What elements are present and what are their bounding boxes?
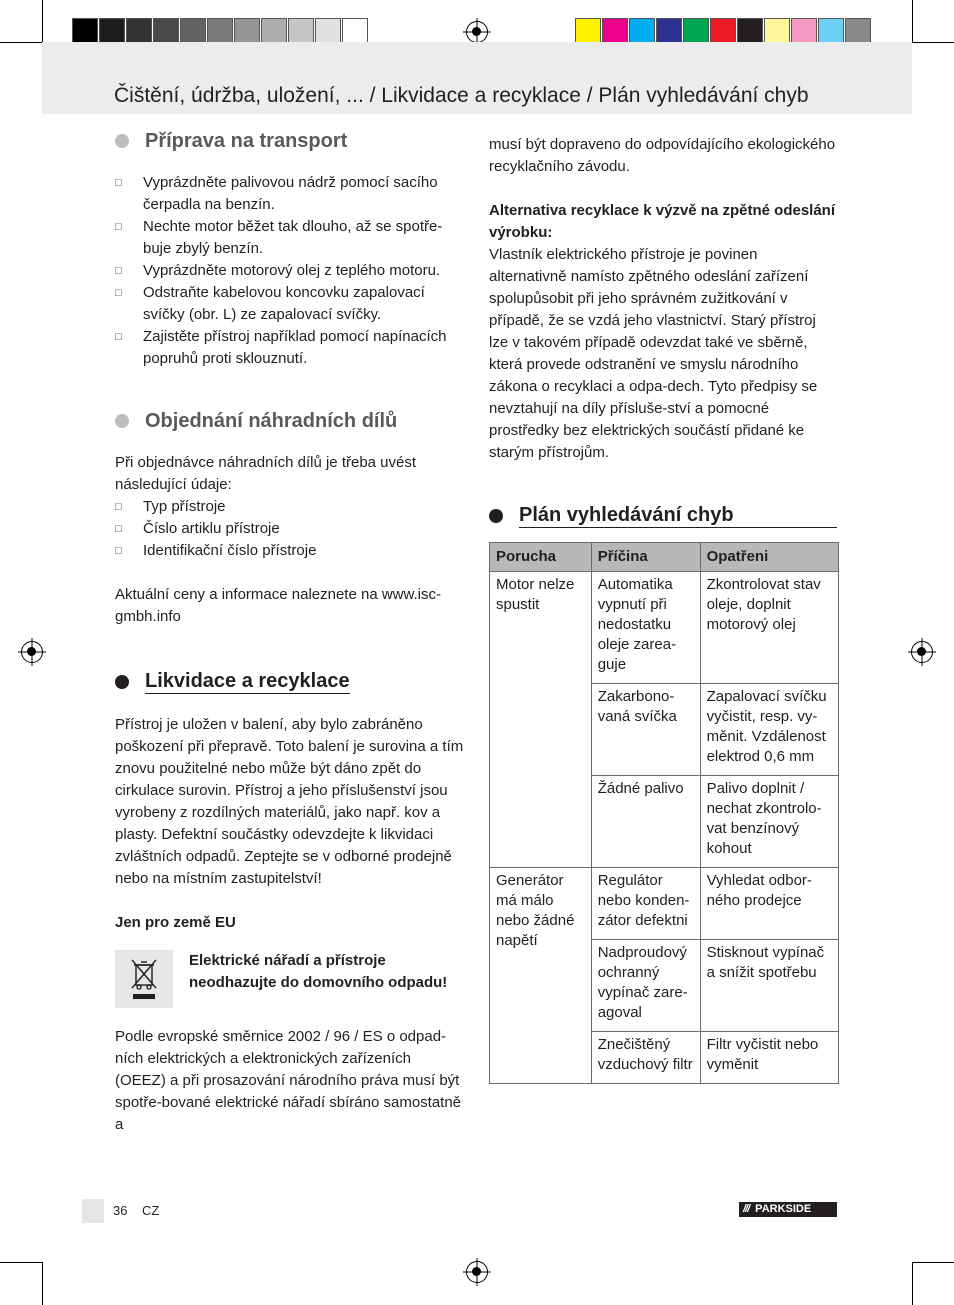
crop-mark	[42, 0, 43, 42]
weee-warning: Elektrické nářadí a přístroje neodhazujte do domovního odpadu!	[189, 952, 448, 991]
table-row	[490, 572, 839, 684]
remedy-cell: Zapalovací svíčku vyčistit, resp. vy-měnit. Vzdálenost elektrod 0,6 mm	[700, 684, 838, 776]
cause-cell: Regulátor nebo konden-zátor defektni	[591, 868, 700, 940]
page-number: 36	[113, 1203, 128, 1218]
section-bullet-icon	[489, 509, 503, 523]
list-item: □ Odstraňte kabelovou koncovku zapalovací svíčky (obr. L) ze zapalovací svíčky.	[115, 282, 465, 326]
crop-mark	[912, 42, 954, 43]
section-bullet-icon	[115, 414, 129, 428]
section-parts-heading	[115, 410, 465, 432]
parts-intro: Při objednávce náhradních dílů je třeba uvést následující údaje:	[115, 454, 417, 493]
problem-cell: Motor nelze spustit	[490, 572, 592, 868]
brand-slashes: ///	[743, 1203, 750, 1215]
section-bullet-icon	[115, 134, 129, 148]
cause-cell: Automatika vypnutí při nedostatku oleje zarea-guje	[591, 572, 700, 684]
language-code: CZ	[142, 1203, 160, 1218]
cause-cell: Žádné palivo	[591, 776, 700, 868]
section-troubleshooting-heading	[489, 504, 839, 528]
column-header: Příčina	[591, 543, 700, 572]
heading-text: Plán vyhledávání chyb	[519, 504, 837, 528]
cause-cell: Zakarbono-vaná svíčka	[591, 684, 700, 776]
section-bullet-icon	[115, 675, 129, 689]
crop-mark	[912, 0, 913, 42]
brand-name: PARKSIDE	[755, 1203, 812, 1215]
registration-mark-icon	[466, 21, 488, 43]
crop-mark	[42, 1262, 43, 1305]
page-title: Čištění, údržba, uložení, ... / Likvidace a recyklace / Plán vyhledávání chyb	[114, 84, 809, 107]
right-column	[489, 134, 839, 1084]
list-item: □ Vyprázdněte palivovou nádrž pomocí sacího čerpadla na benzín.	[115, 172, 465, 216]
parts-list	[115, 496, 465, 562]
cause-cell: Znečištěný vzduchový filtr	[591, 1032, 700, 1084]
list-item: □ Nechte motor běžet tak dlouho, až se spotře-buje zbylý benzín.	[115, 216, 465, 260]
heading-text: Příprava na transport	[145, 130, 348, 152]
remedy-cell: Vyhledat odbor-ného prodejce	[700, 868, 838, 940]
disposal-paragraph: Přístroj je uložen v balení, aby bylo zabráněno poškození při přepravě. Toto balení je surovina a tím znovu použitelné nebo může být dáno zpět do cirkulace surovin. Přístroj a jeho příslušenství jsou vyrobeny z rozdílných materiálů, jako např. kov a plasty. Defektní součástky odevzdejte k likvidaci zvláštních odpadů. Zeptejte se v odborné prodejně nebo na místním zastupitelství!	[115, 716, 464, 887]
section-disposal-heading	[115, 670, 465, 694]
registration-mark-icon	[911, 641, 933, 663]
parts-info: Aktuální ceny a informace naleznete na www.isc-gmbh.info	[115, 586, 441, 625]
column-header: Porucha	[490, 543, 592, 572]
cause-cell: Nadproudový ochranný vypínač zare-agoval	[591, 940, 700, 1032]
list-item: □ Zajistěte přístroj například pomocí napínacích popruhů proti sklouznutí.	[115, 326, 465, 370]
crossed-bin-icon	[115, 950, 173, 1008]
disposal-continuation: musí být dopraveno do odpovídajícího ekologického recyklačního závodu.	[489, 136, 836, 175]
crop-mark	[0, 42, 42, 43]
transport-list	[115, 172, 465, 370]
crop-mark	[912, 1262, 913, 1305]
crop-mark	[912, 1262, 954, 1263]
remedy-cell: Stisknout vypínač a snížit spotřebu	[700, 940, 838, 1032]
problem-cell: Generátor má málo nebo žádné napětí	[490, 868, 592, 1084]
table-header-row	[490, 543, 839, 572]
crop-mark	[0, 1262, 42, 1263]
troubleshooting-table	[489, 542, 839, 1084]
remedy-cell: Zkontrolovat stav oleje, doplnit motorový olej	[700, 572, 838, 684]
list-item: □ Číslo artiklu přístroje	[115, 518, 465, 540]
list-item: □ Vyprázdněte motorový olej z teplého motoru.	[115, 260, 465, 282]
registration-mark-icon	[21, 641, 43, 663]
column-header: Opatřeni	[700, 543, 838, 572]
alt-recycling-heading: Alternativa recyklace k výzvě na zpětné odeslání výrobku:	[489, 202, 836, 241]
alt-recycling-text: Vlastník elektrického přístroje je povinen alternativně namísto zpětného odeslání zařízení spolupůsobit při jeho správném zužitkování v případě, že se vzdá jeho vlastnictví. Starý přístroj lze v takovém případě odevzdat také ve sběrně, která provede odstranění ve smyslu národního zákona o recyklaci a odpa-dech. Tyto předpisy se nevztahují na díly přísluše-ství a pomocné prostředky bez elektrických součástí přidané ke starým přístrojům.	[489, 246, 818, 461]
brand-logo	[739, 1202, 837, 1217]
footer-tab	[82, 1199, 104, 1223]
registration-mark-icon	[466, 1261, 488, 1283]
section-transport-heading	[115, 130, 465, 152]
table-row	[490, 868, 839, 940]
remedy-cell: Filtr vyčistit nebo vyměnit	[700, 1032, 838, 1084]
left-column	[115, 130, 465, 1136]
weee-notice	[115, 950, 465, 1008]
heading-text: Objednání náhradních dílů	[145, 410, 398, 432]
list-item: □ Identifikační číslo přístroje	[115, 540, 465, 562]
directive-paragraph: Podle evropské směrnice 2002 / 96 / ES o odpad-ních elektrických a elektronických zařízeních (OEEZ) a při prosazování národního práva musí být spotře-bované elektrické nářadí sbíráno samostatně a	[115, 1028, 462, 1133]
eu-only-label: Jen pro země EU	[115, 914, 236, 931]
remedy-cell: Palivo doplnit / nechat zkontrolo-vat benzínový kohout	[700, 776, 838, 868]
list-item: □ Typ přístroje	[115, 496, 465, 518]
heading-text: Likvidace a recyklace	[145, 670, 350, 692]
